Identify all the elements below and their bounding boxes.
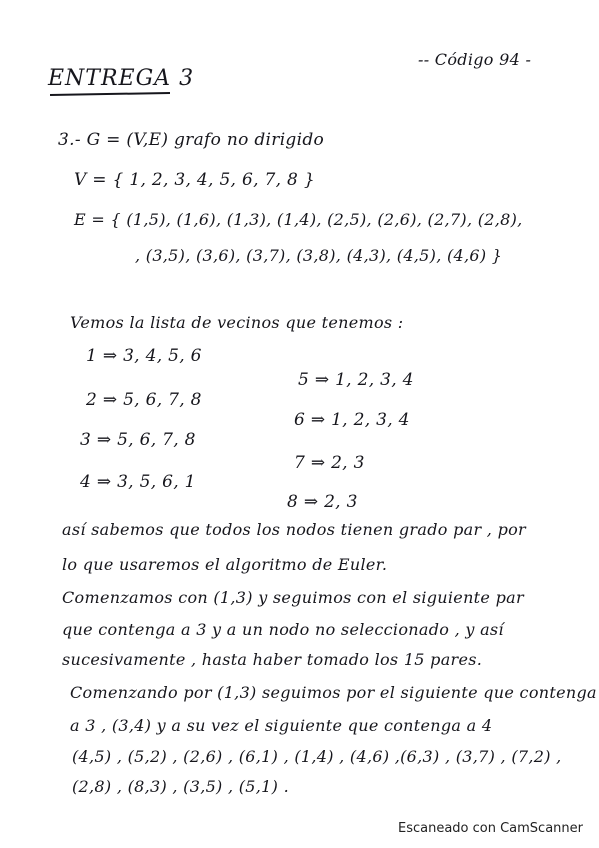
scanner-watermark: Escaneado con CamScanner bbox=[397, 821, 583, 836]
explanation-line: que contenga a 3 y a un nodo no seleccionado , y así bbox=[62, 620, 504, 639]
neighbor-list-item: 7 ⇒ 2, 3 bbox=[294, 453, 365, 473]
edge-set-line-2: , (3,5), (3,6), (3,7), (3,8), (4,3), (4,5), (4,6) } bbox=[135, 246, 503, 265]
vertex-set: V = { 1, 2, 3, 4, 5, 6, 7, 8 } bbox=[74, 170, 315, 190]
explanation-line: así sabemos que todos los nodos tienen grado par , por bbox=[62, 520, 526, 539]
problem-statement: 3.- G = (V,E) grafo no dirigido bbox=[58, 130, 325, 150]
euler-path-line: (2,8) , (8,3) , (3,5) , (5,1) . bbox=[72, 777, 289, 796]
title-underline bbox=[50, 92, 170, 96]
neighbor-list-item: 4 ⇒ 3, 5, 6, 1 bbox=[80, 472, 196, 492]
neighbor-list-item: 3 ⇒ 5, 6, 7, 8 bbox=[80, 430, 196, 450]
neighbor-list-item: 5 ⇒ 1, 2, 3, 4 bbox=[298, 370, 414, 390]
explanation-line: sucesivamente , hasta haber tomado los 15 pares. bbox=[62, 650, 483, 669]
neighbor-list-item: 6 ⇒ 1, 2, 3, 4 bbox=[294, 410, 410, 430]
explanation-line: a 3 , (3,4) y a su vez el siguiente que contenga a 4 bbox=[70, 716, 493, 735]
page-title: ENTREGA 3 bbox=[48, 66, 195, 91]
edge-set-line-1: E = { (1,5), (1,6), (1,3), (1,4), (2,5), (2,6), (2,7), (2,8), bbox=[74, 210, 523, 229]
student-code: -- Código 94 - bbox=[418, 50, 532, 69]
explanation-line: lo que usaremos el algoritmo de Euler. bbox=[62, 555, 388, 574]
explanation-line: Comenzamos con (1,3) y seguimos con el siguiente par bbox=[62, 588, 524, 607]
neighbor-list-item: 2 ⇒ 5, 6, 7, 8 bbox=[86, 390, 202, 410]
euler-path-line: (4,5) , (5,2) , (2,6) , (6,1) , (1,4) , (4,6) ,(6,3) , (3,7) , (7,2) , bbox=[72, 747, 562, 766]
neighbor-list-item: 8 ⇒ 2, 3 bbox=[287, 492, 358, 512]
neighbors-intro: Vemos la lista de vecinos que tenemos : bbox=[70, 313, 404, 332]
neighbor-list-item: 1 ⇒ 3, 4, 5, 6 bbox=[86, 346, 202, 366]
explanation-line: Comenzando por (1,3) seguimos por el siguiente que contenga bbox=[70, 683, 597, 702]
